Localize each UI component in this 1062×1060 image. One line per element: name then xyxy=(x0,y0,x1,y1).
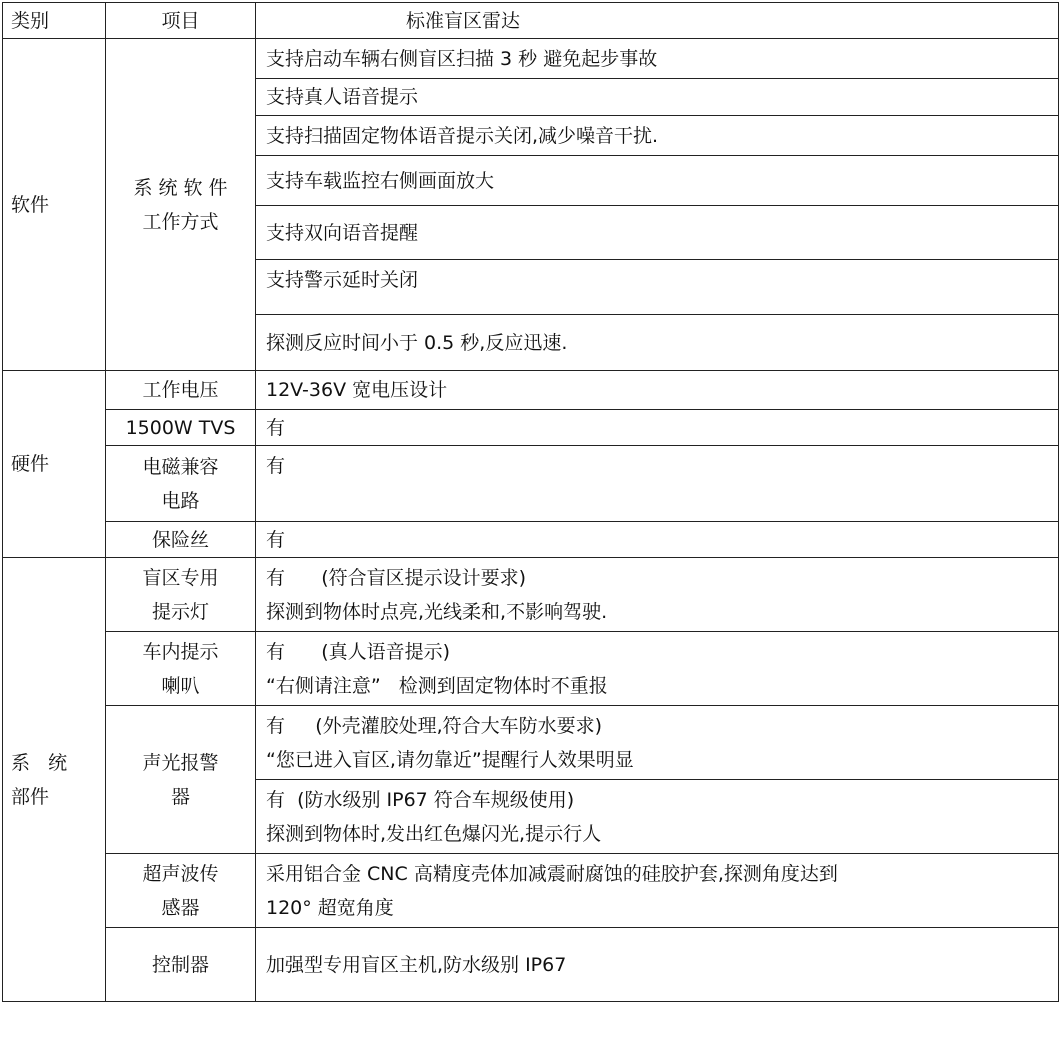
item-line: 工作方式 xyxy=(142,210,219,233)
spec-table xyxy=(2,2,1059,1002)
feature-cell: 支持扫描固定物体语音提示关闭,减少噪音干扰. xyxy=(256,116,1059,156)
item-line: 电路 xyxy=(161,489,200,512)
feature-cell: 支持车载监控右侧画面放大 xyxy=(256,156,1059,206)
item-line: 感器 xyxy=(161,896,200,919)
feature-cell: 支持真人语音提示 xyxy=(256,79,1059,116)
value-cell: 有 xyxy=(256,522,1059,558)
value-cell: 有 xyxy=(256,410,1059,446)
category-line: 部件 xyxy=(11,785,50,808)
item-cell xyxy=(106,632,256,706)
header-category: 类别 xyxy=(3,3,106,39)
table-row xyxy=(3,854,1059,928)
value-line: “右侧请注意” 检测到固定物体时不重报 xyxy=(266,674,608,697)
feature-cell: 支持启动车辆右侧盲区扫描 3 秒 避免起步事故 xyxy=(256,39,1059,79)
table-row xyxy=(3,558,1059,632)
table-row xyxy=(3,632,1059,706)
value-line: “您已进入盲区,请勿靠近”提醒行人效果明显 xyxy=(266,748,634,771)
item-cell: 工作电压 xyxy=(106,371,256,410)
item-cell xyxy=(106,706,256,854)
item-line: 超声波传 xyxy=(142,862,219,885)
item-cell: 1500W TVS xyxy=(106,410,256,446)
item-line: 声光报警 xyxy=(142,751,219,774)
item-line: 系 统 软 件 xyxy=(133,176,228,199)
table-row xyxy=(3,928,1059,1002)
table-row xyxy=(3,371,1059,410)
category-line: 系 统 xyxy=(11,751,68,774)
value-cell xyxy=(256,780,1059,854)
value-cell xyxy=(256,558,1059,632)
feature-cell: 支持警示延时关闭 xyxy=(256,260,1059,315)
value-cell: 有 xyxy=(256,446,1059,522)
value-line: 采用铝合金 CNC 高精度壳体加减震耐腐蚀的硅胶护套,探测角度达到 xyxy=(266,862,838,885)
category-hardware: 硬件 xyxy=(3,371,106,558)
value-line: 有 (符合盲区提示设计要求) xyxy=(266,566,527,589)
value-line: 探测到物体时点亮,光线柔和,不影响驾驶. xyxy=(266,600,608,623)
table-row xyxy=(3,410,1059,446)
value-cell: 加强型专用盲区主机,防水级别 IP67 xyxy=(256,928,1059,1002)
item-line: 器 xyxy=(170,785,190,808)
value-cell xyxy=(256,854,1059,928)
table-row xyxy=(3,706,1059,780)
value-cell xyxy=(256,706,1059,780)
table-row xyxy=(3,446,1059,522)
value-cell xyxy=(256,632,1059,706)
value-line: 有 (防水级别 IP67 符合车规级使用) xyxy=(266,788,575,811)
feature-cell: 探测反应时间小于 0.5 秒,反应迅速. xyxy=(256,315,1059,371)
item-cell: 控制器 xyxy=(106,928,256,1002)
category-software: 软件 xyxy=(3,39,106,371)
item-line: 喇叭 xyxy=(161,674,200,697)
item-software-mode xyxy=(106,39,256,371)
value-cell: 12V-36V 宽电压设计 xyxy=(256,371,1059,410)
header-item: 项目 xyxy=(106,3,256,39)
table-header-row xyxy=(3,3,1059,39)
item-line: 盲区专用 xyxy=(142,566,219,589)
header-product: 标准盲区雷达 xyxy=(256,3,1059,39)
value-line: 探测到物体时,发出红色爆闪光,提示行人 xyxy=(266,822,602,845)
item-line: 电磁兼容 xyxy=(142,455,219,478)
value-line: 有 (外壳灌胶处理,符合大车防水要求) xyxy=(266,714,603,737)
item-cell xyxy=(106,854,256,928)
table-row xyxy=(3,522,1059,558)
value-line: 有 (真人语音提示) xyxy=(266,640,451,663)
item-cell xyxy=(106,446,256,522)
item-cell: 保险丝 xyxy=(106,522,256,558)
item-line: 车内提示 xyxy=(142,640,219,663)
item-cell xyxy=(106,558,256,632)
item-line: 提示灯 xyxy=(151,600,209,623)
feature-cell: 支持双向语音提醒 xyxy=(256,206,1059,260)
value-line: 120° 超宽角度 xyxy=(266,896,394,919)
category-system xyxy=(3,558,106,1002)
table-row xyxy=(3,39,1059,79)
